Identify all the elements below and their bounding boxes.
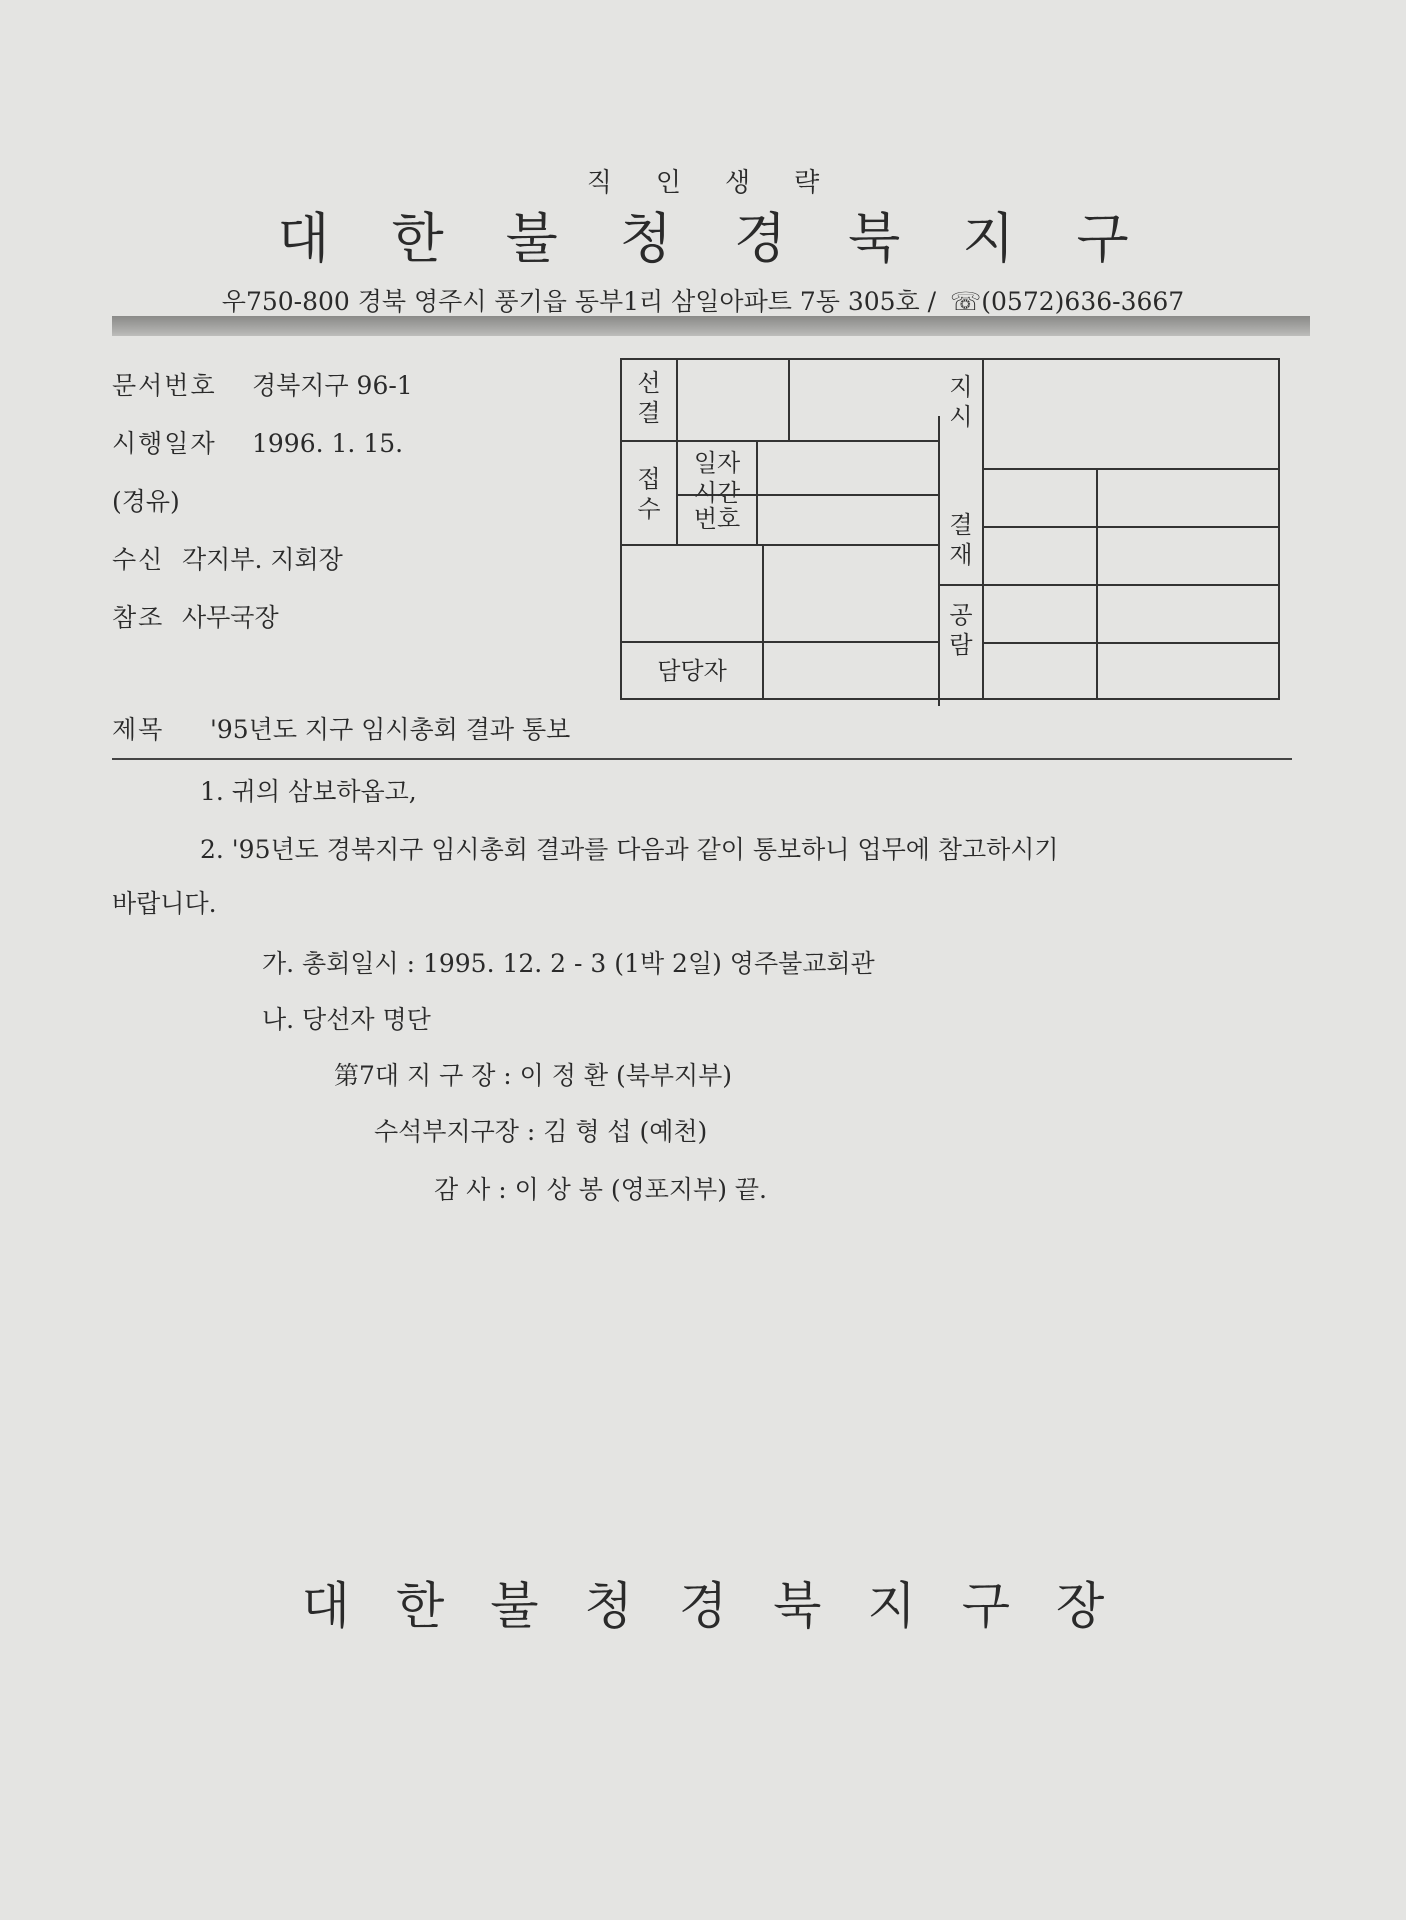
sign-off-title: 대한불청경북지구장 (301, 1577, 1151, 1635)
subject-row (112, 710, 570, 746)
reference-row (112, 598, 279, 634)
doc-number-row (112, 366, 413, 402)
subject-underline (112, 758, 1292, 760)
body-item-2-continued: 바랍니다. (112, 889, 217, 918)
organization-title: 대한불청경북지구 (277, 207, 1191, 270)
date-row (112, 424, 403, 460)
gyeoljae-label: 결 재 (949, 511, 973, 569)
via-row (112, 482, 180, 518)
elected-vice-head: 수석부지구장 : 김 형 섭 (예천) (374, 1117, 708, 1146)
body-item-1: 1. 귀의 삼보하옵고, (200, 777, 417, 806)
elected-auditor: 감 사 : 이 상 봉 (영포지부) 끝. (434, 1175, 768, 1204)
recipient-row (112, 540, 343, 576)
header-divider-bar (112, 316, 1310, 336)
gongram-label: 공 람 (949, 601, 973, 659)
number-label: 번호 (693, 505, 741, 533)
body-sub-a: 가. 총회일시 : 1995. 12. 2 - 3 (1박 2일) 영주불교회관 (262, 949, 875, 978)
via-label: (경유) (112, 487, 180, 516)
seon-gyeol-label: 선 결 (637, 369, 661, 427)
subject-text: '95년도 지구 임시총회 결과 통보 (210, 715, 571, 744)
doc-number-label: 문서번호 (112, 371, 217, 400)
subject-label: 제목 (112, 715, 165, 744)
officer-label: 담당자 (657, 657, 727, 685)
doc-number-value: 경북지구 96-1 (252, 371, 413, 400)
date-value: 1996. 1. 15. (252, 429, 404, 458)
body-sub-b: 나. 당선자 명단 (262, 1005, 431, 1034)
jeop-su-label: 접 수 (637, 465, 661, 523)
seal-omitted-note: 직인생략 (586, 168, 864, 198)
date-label: 시행일자 (112, 429, 217, 458)
reference-value: 사무국장 (182, 603, 279, 632)
recipient-value: 각지부. 지회장 (182, 545, 343, 574)
date-time-label: 일자 시간 (693, 449, 741, 507)
phone-number: ☏(0572)636-3667 (950, 287, 1185, 316)
reference-label: 참조 (112, 603, 165, 632)
elected-district-head: 第7대 지 구 장 : 이 정 환 (북부지부) (334, 1061, 733, 1090)
address-text: 우750-800 경북 영주시 풍기읍 동부1리 삼일아파트 7동 305호 / (221, 287, 937, 316)
address-line (0, 282, 1406, 318)
jisi-label: 지 시 (949, 373, 973, 431)
body-item-2: 2. '95년도 경북지구 임시총회 결과를 다음과 같이 통보하니 업무에 참고하시기 (200, 835, 1059, 864)
recipient-label: 수신 (112, 545, 165, 574)
approval-stamp-box (620, 358, 1280, 700)
